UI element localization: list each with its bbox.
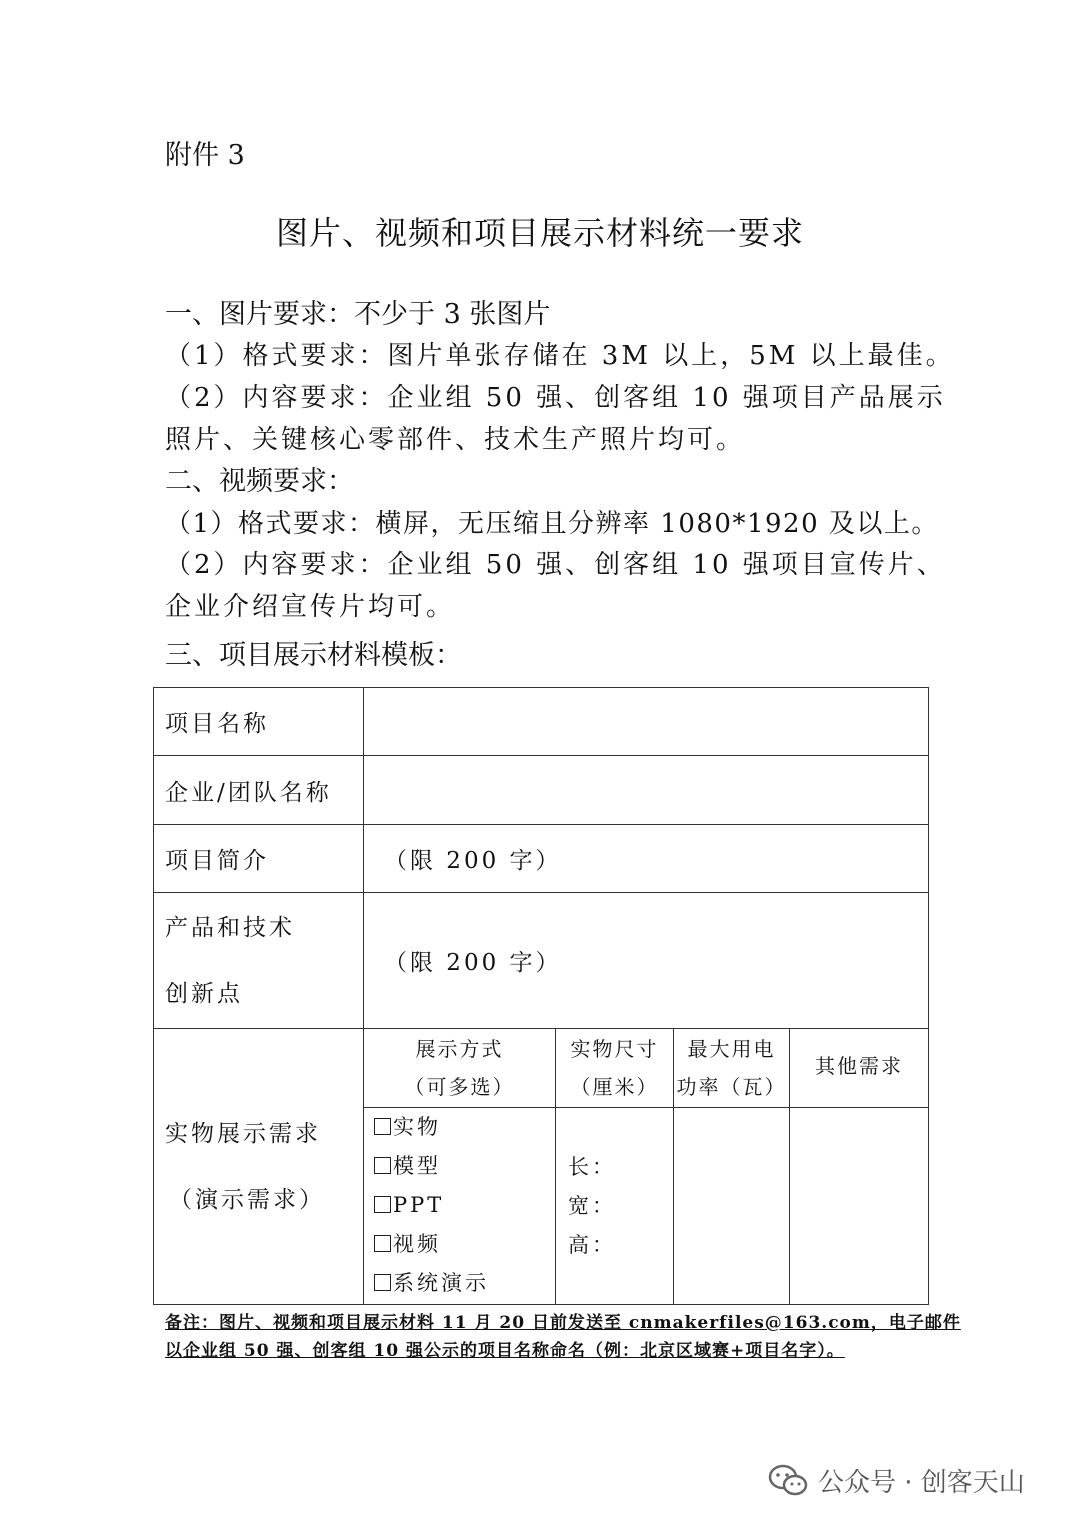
checkbox-icon[interactable]: [374, 1196, 391, 1213]
display-mode-note: （可多选）: [404, 1075, 515, 1099]
video-content-line2: 企业介绍宣传片均可。: [165, 592, 456, 622]
template-heading: 三、项目展示材料模板：: [165, 640, 462, 671]
size-title: 实物尺寸: [570, 1037, 659, 1061]
other-cell: [790, 1108, 929, 1305]
innovation-label-line1: 产品和技术: [165, 914, 295, 941]
display-mode-title: 展示方式: [415, 1037, 504, 1061]
option-video[interactable]: [364, 1225, 555, 1264]
table-row: [154, 1029, 929, 1108]
table-row: [154, 825, 929, 893]
size-height: 高：: [568, 1232, 616, 1257]
other-header: 其他需求: [790, 1029, 929, 1108]
checkbox-icon[interactable]: [374, 1157, 391, 1174]
option-label: 实物: [393, 1115, 441, 1139]
project-name-label: 项目名称: [154, 688, 364, 756]
option-model[interactable]: [364, 1147, 555, 1186]
table-row: [154, 756, 929, 825]
display-options: [364, 1108, 556, 1305]
note-line1: 备注：图片、视频和项目展示材料 11 月 20 日前发送至 cnmakerfiles@163.com，电子邮件: [165, 1313, 961, 1333]
option-label: PPT: [393, 1193, 445, 1217]
size-length: 长：: [568, 1154, 616, 1179]
footer-watermark: [768, 1462, 1025, 1499]
physical-label-line1: 实物展示需求: [165, 1120, 321, 1147]
intro-limit: （限 200 字）: [364, 825, 929, 893]
video-format: （1）格式要求：横屏，无压缩且分辨率 1080*1920 及以上。: [165, 509, 939, 539]
footer-text: 公众号 · 创客天山: [818, 1468, 1025, 1498]
team-name-label: 企业/团队名称: [154, 756, 364, 825]
option-ppt[interactable]: [364, 1186, 555, 1225]
images-content-line1: （2）内容要求：企业组 50 强、创客组 10 强项目产品展示: [165, 383, 946, 413]
team-name-cell: [364, 756, 929, 825]
images-content-line2: 照片、关键核心零部件、技术生产照片均可。: [165, 425, 746, 455]
power-header: [674, 1029, 790, 1108]
option-label: 系统演示: [393, 1271, 489, 1295]
annex-label: 附件 3: [165, 140, 245, 171]
size-unit: （厘米）: [570, 1075, 659, 1099]
intro-label: 项目简介: [154, 825, 364, 893]
wechat-icon: [768, 1464, 808, 1498]
note: [165, 1309, 961, 1365]
innovation-label: [154, 893, 364, 1029]
power-unit: 功率（瓦）: [676, 1075, 787, 1099]
physical-label: [154, 1029, 364, 1305]
power-cell: [674, 1108, 790, 1305]
size-cell: [556, 1108, 674, 1305]
size-width: 宽：: [568, 1193, 616, 1218]
checkbox-icon[interactable]: [374, 1235, 391, 1252]
size-header: [556, 1029, 674, 1108]
page-title: 图片、视频和项目展示材料统一要求: [275, 214, 804, 252]
innovation-limit: （限 200 字）: [364, 893, 929, 1029]
checkbox-icon[interactable]: [374, 1118, 391, 1135]
physical-label-line2: （演示需求）: [169, 1186, 325, 1213]
template-table: [153, 687, 929, 1305]
option-label: 模型: [393, 1154, 441, 1178]
images-format: （1）格式要求：图片单张存储在 3M 以上，5M 以上最佳。: [165, 341, 955, 371]
option-physical[interactable]: [364, 1108, 555, 1147]
note-line2: 以企业组 50 强、创客组 10 强公示的项目名称命名（例：北京区域赛+项目名字）。: [165, 1341, 845, 1361]
power-title: 最大用电: [687, 1037, 776, 1061]
video-heading: 二、视频要求：: [165, 466, 354, 497]
table-row: [154, 893, 929, 1029]
option-label: 视频: [393, 1232, 441, 1256]
video-content-line1: （2）内容要求：企业组 50 强、创客组 10 强项目宣传片、: [165, 550, 946, 580]
option-system-demo[interactable]: [364, 1264, 555, 1303]
table-row: [154, 688, 929, 756]
images-heading: 一、图片要求：不少于 3 张图片: [165, 299, 551, 330]
display-mode-header: [364, 1029, 556, 1108]
project-name-cell: [364, 688, 929, 756]
checkbox-icon[interactable]: [374, 1274, 391, 1291]
innovation-label-line2: 创新点: [165, 980, 243, 1007]
